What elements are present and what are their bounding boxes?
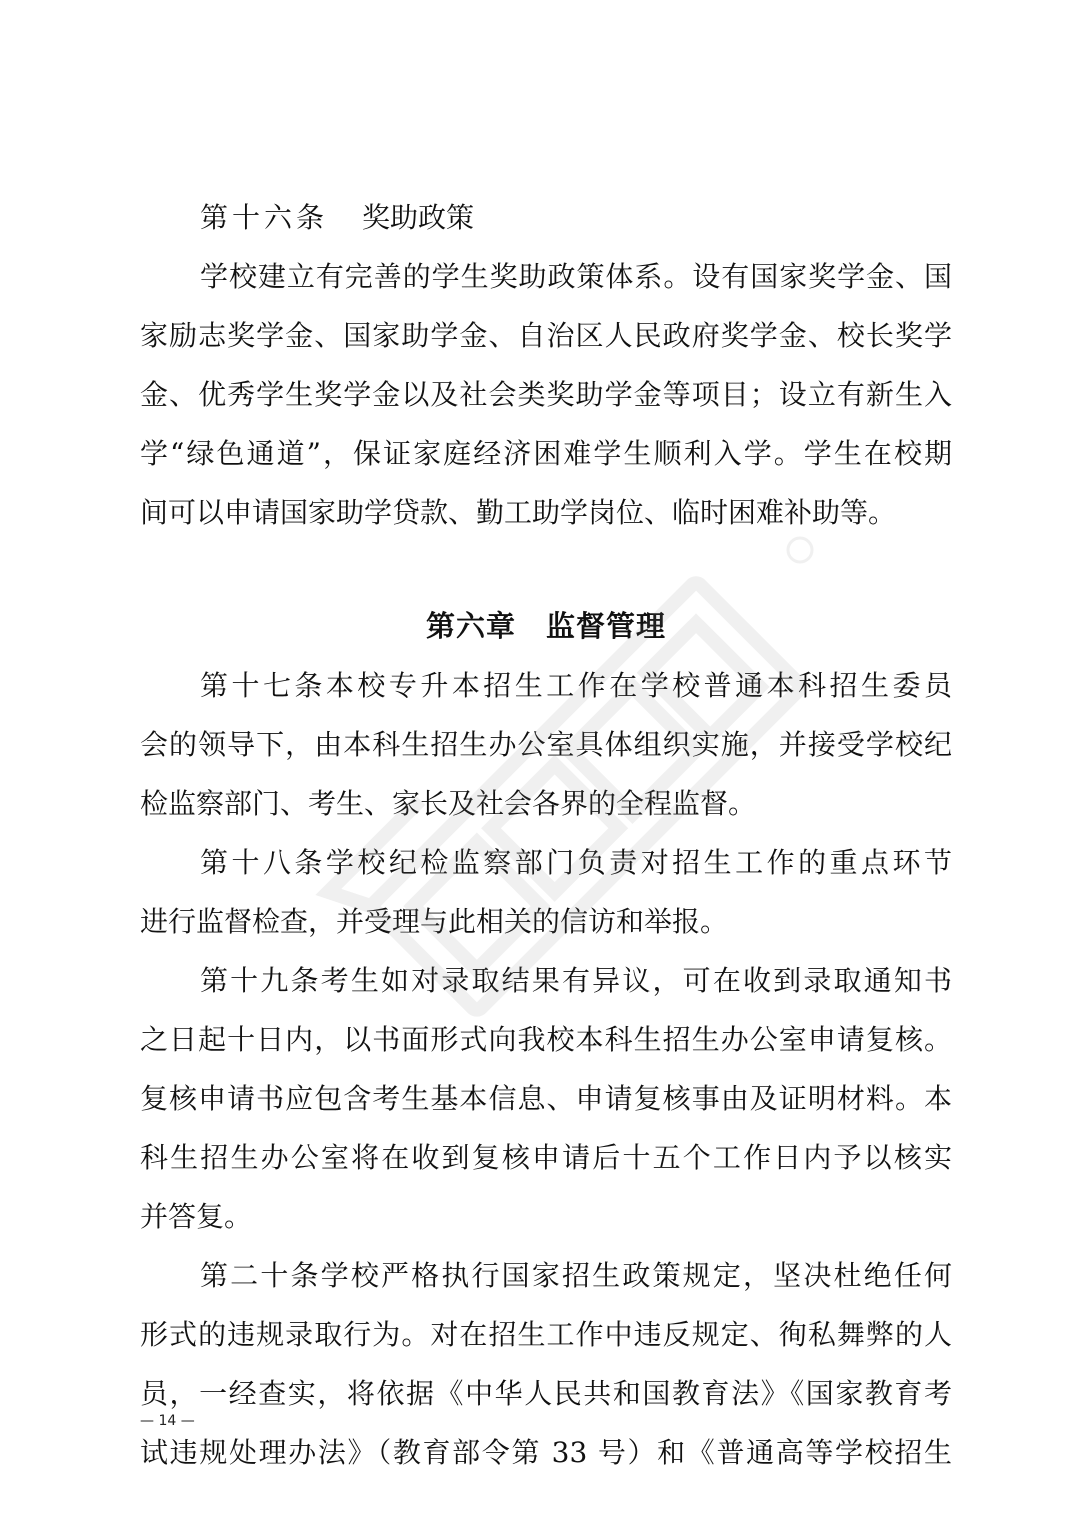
paragraph-line: 科生招生办公室将在收到复核申请后十五个工作日内予以核实 bbox=[140, 1141, 952, 1174]
article-17-first-line bbox=[140, 656, 952, 715]
chapter-heading bbox=[140, 597, 952, 656]
article-20-text: 学校严格执行国家招生政策规定，坚决杜绝任何 bbox=[320, 1259, 952, 1292]
page-number: — 14 — bbox=[140, 1413, 195, 1429]
document-body bbox=[140, 188, 952, 1482]
paragraph-line: 试违规处理办法》（教育部令第 33 号）和《普通高等学校招生 bbox=[140, 1436, 952, 1469]
article-20-first-line bbox=[140, 1246, 952, 1305]
paragraph-line: 会的领导下，由本科生招生办公室具体组织实施，并接受学校纪 bbox=[140, 728, 952, 761]
paragraph-line: 进行监督检查，并受理与此相关的信访和举报。 bbox=[140, 905, 729, 938]
paragraph-line: 复核申请书应包含考生基本信息、申请复核事由及证明材料。本 bbox=[140, 1082, 952, 1115]
paragraph-line: 家励志奖学金、国家助学金、自治区人民政府奖学金、校长奖学 bbox=[140, 319, 952, 352]
article-20-number: 第二十条 bbox=[200, 1259, 321, 1292]
article-17-text: 本校专升本招生工作在学校普通本科招生委员 bbox=[325, 669, 952, 702]
section-16-title: 奖助政策 bbox=[362, 201, 475, 234]
paragraph-line: 并答复。 bbox=[140, 1200, 253, 1233]
chapter-title: 监督管理 bbox=[546, 609, 667, 643]
paragraph-line: 形式的违规录取行为。对在招生工作中违反规定、徇私舞弊的人 bbox=[140, 1318, 952, 1351]
paragraph-line: 学“绿色通道”，保证家庭经济困难学生顺利入学。学生在校期 bbox=[140, 437, 952, 470]
paragraph-line: 检监察部门、考生、家长及社会各界的全程监督。 bbox=[140, 787, 757, 820]
paragraph-line: 金、优秀学生奖学金以及社会类奖助学金等项目；设立有新生入 bbox=[140, 378, 952, 411]
article-19-first-line bbox=[140, 951, 952, 1010]
article-18-number: 第十八条 bbox=[200, 846, 326, 879]
paragraph-line: 间可以申请国家助学贷款、勤工助学岗位、临时困难补助等。 bbox=[140, 496, 897, 529]
section-16-number: 第十六条 bbox=[200, 201, 329, 234]
chapter-number: 第六章 bbox=[425, 609, 516, 643]
paragraph-line: 员，一经查实，将依据《中华人民共和国教育法》《国家教育考 bbox=[140, 1377, 952, 1410]
article-19-text: 考生如对录取结果有异议，可在收到录取通知书 bbox=[320, 964, 952, 997]
article-18-text: 学校纪检监察部门负责对招生工作的重点环节 bbox=[325, 846, 952, 879]
paragraph-line: 学校建立有完善的学生奖助政策体系。设有国家奖学金、国 bbox=[200, 260, 952, 293]
section-16-heading bbox=[140, 188, 952, 247]
paragraph-line: 之日起十日内，以书面形式向我校本科生招生办公室申请复核。 bbox=[140, 1023, 952, 1056]
article-17-number: 第十七条 bbox=[200, 669, 326, 702]
article-19-number: 第十九条 bbox=[200, 964, 321, 997]
article-18-first-line bbox=[140, 833, 952, 892]
